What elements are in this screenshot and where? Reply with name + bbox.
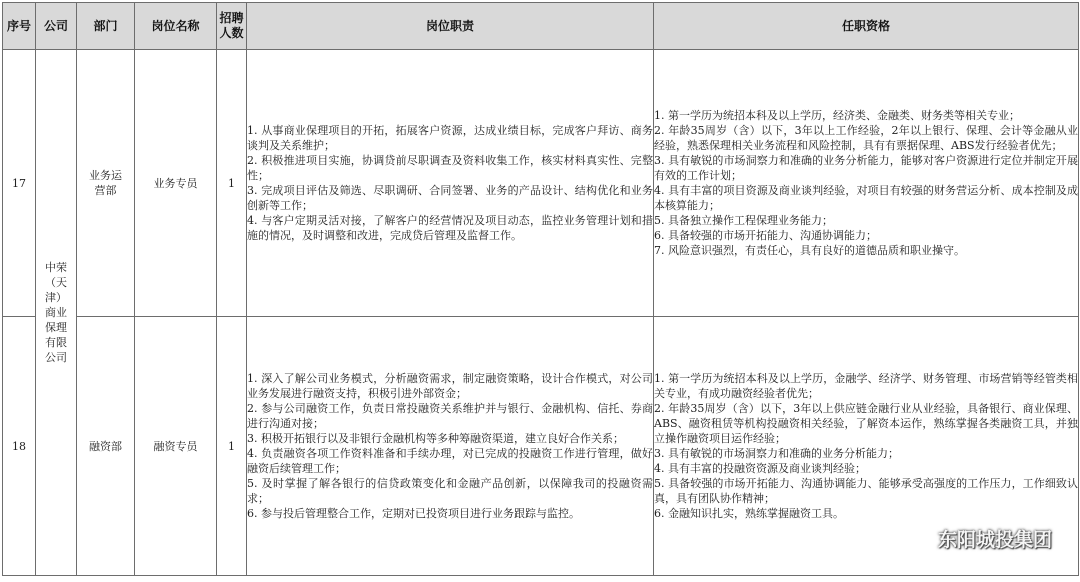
header-position: 岗位名称 xyxy=(135,3,217,50)
wechat-icon xyxy=(906,528,932,550)
row-seq: 17 xyxy=(3,50,36,317)
row-position: 融资专员 xyxy=(135,317,217,576)
recruitment-table xyxy=(2,2,1079,576)
row-dept: 业务运 营部 xyxy=(77,50,135,317)
row-requirements: 1. 第一学历为统招本科及以上学历，经济类、金融类、财务类等相关专业； 2. 年龄35周岁（含）以下，3年以上工作经验，2年以上银行、保理、会计等金融从业经验，熟悉保理相关业务流程和风险控制，具有有票据保理、ABS发行经验者优先； 3. 具有敏锐的市场洞察力和准确的业务分析能力，能够对客户资源进行定位并制定开展有效的工作计划； 4. 具有丰富的项目资源及商业谈判经验，对项目有较强的财务营运分析、成本控制及成本核算能力； 5. 具备独立操作工程保理业务能力； 6. 具备较强的市场开拓能力、沟通协调能力； 7. 风险意识强烈，有责任心，具有良好的道德品质和职业操守。 xyxy=(654,50,1079,317)
row-dept: 融资部 xyxy=(77,317,135,576)
row-requirements: 1. 第一学历为统招本科及以上学历，金融学、经济学、财务管理、市场营销等经管类相关专业，有成功融资经验者优先； 2. 年龄35周岁（含）以下，3年以上供应链金融行业从业经验，具备银行、商业保理、ABS、融资租赁等机构投融资相关经验，了解资本运作，熟练掌握各类融资工具，并独立操作融资项目运作经验； 3. 具有敏锐的市场洞察力和准确的业务分析能力； 4. 具有丰富的投融资资源及商业谈判经验； 5. 具备较强的市场开拓能力、沟通协调能力、能够承受高强度的工作压力，工作细致认真，具有团队协作精神； 6. 金融知识扎实，熟练掌握融资工具。 xyxy=(654,317,1079,576)
row-duties: 1. 深入了解公司业务模式，分析融资需求，制定融资策略，设计合作模式，对公司业务发展进行融资支持，积极引进外部资金； 2. 参与公司融资工作，负责日常投融资关系维护并与银行、金融机构、信托、券商进行沟通对接； 3. 积极开拓银行以及非银行金融机构等多种筹融资渠道，建立良好合作关系； 4. 负责融资各项工作资料准备和手续办理，对已完成的投融资工作进行管理，做好融资后续管理工作； 5. 及时掌握了解各银行的信贷政策变化和金融产品创新，以保障我司的投融资需求； 6. 参与投后管理整合工作，定期对已投资项目进行业务跟踪与监控。 xyxy=(247,317,654,576)
header-headcount: 招聘 人数 xyxy=(217,3,247,50)
header-requirements: 任职资格 xyxy=(654,3,1079,50)
row-duties: 1. 从事商业保理项目的开拓，拓展客户资源，达成业绩目标，完成客户拜访、商务谈判及关系维护； 2. 积极推进项目实施，协调贷前尽职调查及资料收集工作，核实材料真实性、完整性； 3. 完成项目评估及筛选、尽职调研、合同签署、业务的产品设计、结构优化和业务创新等工作； 4. 与客户定期灵活对接，了解客户的经营情况及项目动态，监控业务管理计划和措施的情况，及时调整和改进，完成贷后管理及监督工作。 xyxy=(247,50,654,317)
header-company: 公司 xyxy=(36,3,77,50)
company-cell: 中荣 （天 津） 商业 保理 有限 公司 xyxy=(36,50,77,576)
header-seq: 序号 xyxy=(3,3,36,50)
header-duties: 岗位职责 xyxy=(247,3,654,50)
row-seq: 18 xyxy=(3,317,36,576)
table-header-row xyxy=(3,3,1079,50)
watermark-text: 东阳城投集团 xyxy=(937,529,1052,551)
header-dept: 部门 xyxy=(77,3,135,50)
row-position: 业务专员 xyxy=(135,50,217,317)
watermark xyxy=(906,525,1052,552)
row-headcount: 1 xyxy=(217,50,247,317)
row-headcount: 1 xyxy=(217,317,247,576)
table-row xyxy=(3,50,1079,317)
